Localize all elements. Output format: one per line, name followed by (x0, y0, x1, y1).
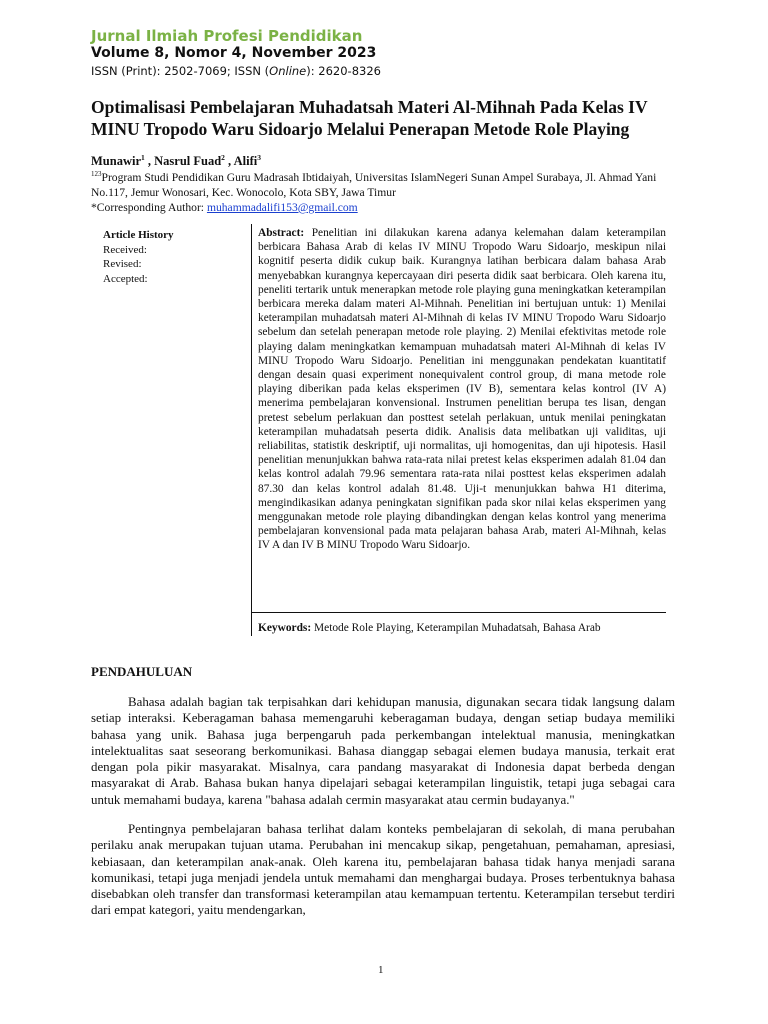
author-2: , Nasrul Fuad (144, 154, 222, 169)
paper-title: Optimalisasi Pembelajaran Muhadatsah Materi Al-Mihnah Pada Kelas IV MINU Tropodo Waru Sidoarjo Melalui Penerapan Metode Role Playing (91, 97, 648, 139)
journal-name: Jurnal Ilmiah Profesi Pendidikan (91, 27, 363, 45)
page-number: 1 (378, 964, 384, 976)
author-3: , Alifi (224, 154, 258, 169)
affiliation-text: Program Studi Pendidikan Guru Madrasah Ibtidaiyah, Universitas IslamNegeri Sunan Ampel Surabaya, Jl. Ahmad Yani No.117, Jemur Wonosari, Kec. Wonocolo, Kota SBY, Jawa Timur (91, 170, 657, 199)
revised-label: Revised: (103, 258, 142, 270)
journal-issn (91, 64, 381, 78)
author-2-sup: 2 (221, 153, 225, 162)
affiliation-block (91, 167, 671, 215)
author-1-sup: 1 (141, 153, 145, 162)
abstract-label: Abstract: (258, 227, 305, 239)
keywords (258, 622, 601, 634)
abstract-divider (252, 612, 666, 613)
issn-online-word: Online (269, 64, 307, 78)
journal-volume: Volume 8, Nomor 4, November 2023 (91, 45, 377, 61)
author-3-sup: 3 (257, 153, 261, 162)
paragraph-1: Bahasa adalah bagian tak terpisahkan dari kehidupan manusia, digunakan secara tidak langsung dalam setiap interaksi. Keberagaman bahasa memengaruhi keberagaman budaya, dengan setiap budaya memiliki bahasa yang unik. Bahasa juga berpengaruh pada perkembangan intelektual manusia, meningkatkan intelektualitas saat seseorang berkomunikasi. Bahasa dianggap sebagai elemen budaya manusia, terkait erat dengan pola pikir masyarakat. Misalnya, cara pandang masyarakat di Indonesia dapat berbeda dengan masyarakat di Arab. Bahasa bukan hanya dipelajari sebagai keterampilan linguistik, tetapi juga sebagai cara untuk memahami budaya, karena "bahasa adalah cermin masyarakat atau cermin budayanya." (91, 695, 675, 807)
author-1: Munawir (91, 154, 141, 169)
received-label: Received: (103, 243, 147, 256)
affiliation (91, 167, 671, 200)
keywords-label: Keywords: (258, 622, 312, 634)
issn-print: ISSN (Print): 2502-7069; ISSN ( (91, 64, 270, 78)
corresponding-label: *Corresponding Author: (91, 200, 207, 214)
section-heading: PENDAHULUAN (91, 664, 193, 679)
article-history (103, 228, 174, 286)
abstract-text: Penelitian ini dilakukan karena adanya kelemahan dalam keterampilan berbicara Bahasa Arab di kelas IV MINU Tropodo Waru Sidoarjo, meskipun nilai kognitif peserta didik cukup baik. Kurangnya latihan berbicara dalam bahasa Arab menyebabkan kurangnya kepercayaan diri peserta didik saat berbicara. Oleh karena itu, peneliti tertarik untuk menerapkan metode role playing guna meningkatkan keterampilan berbicara mereka dalam materi Al-Mihnah. Penelitian ini bertujuan untuk: 1) Menilai keterampilan muhadatsah materi Al-Mihnah di kelas IV MINU Tropodo Waru Sidoarjo sebelum dan setelah penerapan metode role playing. 2) Menilai efektivitas metode role playing dalam meningkatkan kemampuan muhadatsah materi Al-Mihnah di kelas IV MINU Tropodo Waru Sidoarjo. Penelitian ini menggunakan pendekatan kuantitatif dengan desain quasi experiment nonequivalent control group, di mana metode role playing diberikan pada kelas eksperimen (IV B), sementara kelas kontrol (IV A) menerima pembelajaran konvensional. Instrumen penelitian berupa tes lisan, dengan pretest sebelum perlakuan dan posttest setelah perlakuan, untuk menilai peningkatan keterampilan muhadatsah peserta didik. Analisis data melibatkan uji validitas, uji reliabilitas, statistik deskriptif, uji normalitas, uji homogenitas, dan uji hipotesis. Hasil penelitian menunjukkan bahwa rata-rata nilai pretest kelas eksperimen adalah 81.04 dan kelas kontrol adalah 79.96 sementara rata-rata nilai posttest kelas eksperimen adalah 87.30 dan kelas kontrol adalah 81.48. Uji-t menunjukkan bahwa H1 diterima, mengindikasikan adanya peningkatan signifikan pada skor nilai kelas eksperimen yang menggunakan metode role playing dibandingkan dengan kelas kontrol yang menerima pembelajaran konvensional pada mata pelajaran bahasa Arab, materi Al-Mihnah, kelas IV A dan IV B MINU Tropodo Waru Sidoarjo. (258, 227, 666, 552)
paragraph-2: Pentingnya pembelajaran bahasa terlihat dalam konteks pembelajaran di sekolah, di mana perubahan perilaku anak merupakan tujuan utama. Perubahan ini mencakup sikap, pengetahuan, pemahaman, apresiasi, kebiasaan, dan keterampilan anak-anak. Oleh karena itu, pembelajaran bahasa tidak hanya menjadi sarana komunikasi, tetapi juga menjadi jendela untuk memahami dan menghargai budaya. Proses terbentuknya bahasa disebabkan oleh transfer dan transformasi keterampilan atau kemampuan tertentu. Keterampilan tersebut terdiri dari empat kategori, yaitu mendengarkan, (91, 822, 675, 918)
issn-online: ): 2620-8326 (306, 64, 381, 78)
email-link[interactable]: muhammadalifi153@gmail.com (206, 200, 358, 214)
abstract (258, 226, 666, 553)
keywords-text: Metode Role Playing, Keterampilan Muhadatsah, Bahasa Arab (311, 622, 601, 634)
accepted-label: Accepted: (103, 272, 148, 285)
article-history-heading: Article History (103, 229, 174, 241)
corresponding-author (91, 200, 671, 215)
affiliation-sup: 123 (91, 170, 102, 178)
